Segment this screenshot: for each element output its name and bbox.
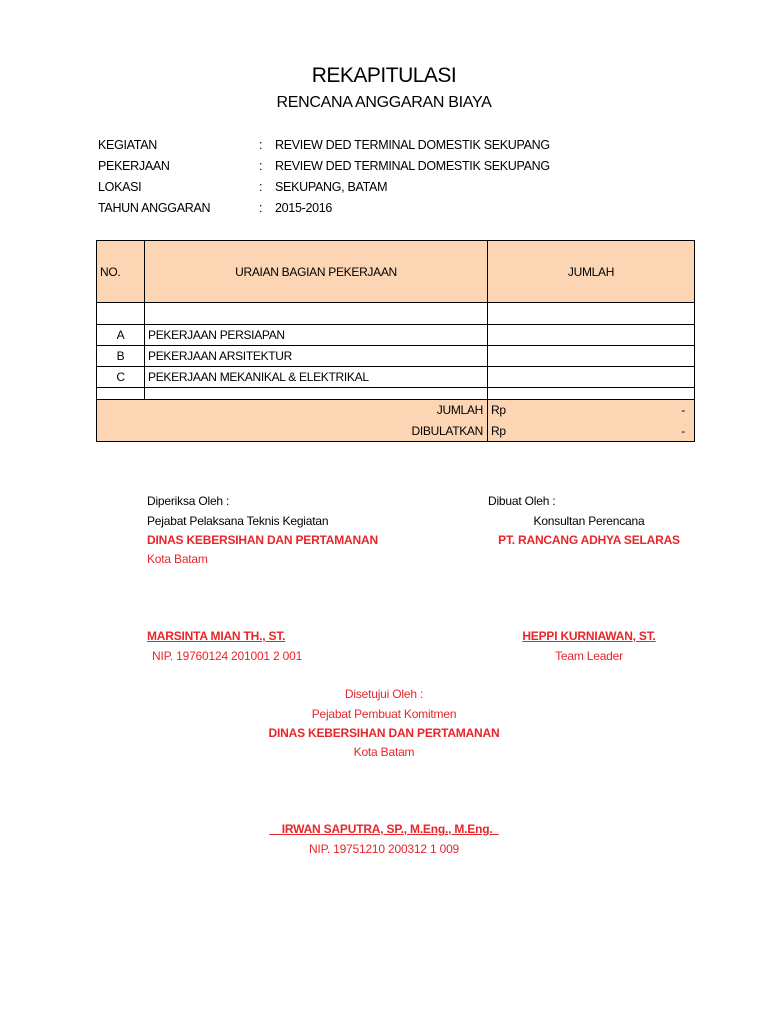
- info-value: 2015-2016: [275, 201, 333, 215]
- document-title: REKAPITULASI: [311, 64, 457, 87]
- info-row-pekerjaan: [0, 159, 768, 175]
- center-sign-heading: Disetujui Oleh :: [344, 687, 424, 701]
- right-sign-heading: Dibuat Oleh :: [488, 494, 556, 508]
- info-colon: :: [259, 180, 263, 194]
- total-row-dibulatkan: [97, 421, 695, 442]
- table-header-row: [97, 241, 695, 303]
- info-value: REVIEW DED TERMINAL DOMESTIK SEKUPANG: [275, 138, 550, 152]
- info-colon: :: [259, 138, 263, 152]
- row-no: B: [97, 346, 145, 367]
- empty-cell: [488, 303, 695, 325]
- document-subtitle: RENCANA ANGGARAN BIAYA: [276, 94, 492, 111]
- info-label: LOKASI: [98, 180, 142, 194]
- empty-cell: [145, 303, 488, 325]
- total-currency: Rp: [491, 423, 506, 438]
- table-spacer-row: [97, 303, 695, 325]
- total-currency: Rp: [491, 403, 506, 418]
- center-sign-role: Pejabat Pembuat Komitmen: [311, 707, 457, 721]
- header-jumlah: JUMLAH: [488, 241, 695, 303]
- info-colon: :: [259, 201, 263, 215]
- info-label: PEKERJAAN: [98, 159, 170, 173]
- table-row: [97, 346, 695, 367]
- total-value: -: [681, 423, 685, 438]
- total-value: -: [681, 403, 685, 418]
- table-spacer-row: [97, 388, 695, 400]
- total-amount-cell: [488, 400, 695, 421]
- row-jumlah: [488, 367, 695, 388]
- right-sign-name: HEPPI KURNIAWAN, ST.: [522, 629, 656, 643]
- info-value: SEKUPANG, BATAM: [275, 180, 388, 194]
- empty-cell: [97, 303, 145, 325]
- header-uraian: URAIAN BAGIAN PEKERJAAN: [145, 241, 488, 303]
- total-label: DIBULATKAN: [97, 421, 488, 442]
- left-sign-org: DINAS KEBERSIHAN DAN PERTAMANAN: [147, 533, 378, 547]
- info-row-kegiatan: [0, 138, 768, 154]
- empty-cell: [97, 388, 145, 400]
- empty-cell: [488, 388, 695, 400]
- left-sign-nip: NIP. 19760124 201001 2 001: [152, 649, 303, 663]
- total-row-jumlah: [97, 400, 695, 421]
- row-uraian: PEKERJAAN MEKANIKAL & ELEKTRIKAL: [145, 367, 488, 388]
- total-amount-cell: [488, 421, 695, 442]
- row-uraian: PEKERJAAN PERSIAPAN: [145, 325, 488, 346]
- row-jumlah: [488, 346, 695, 367]
- right-sign-org: PT. RANCANG ADHYA SELARAS: [498, 533, 680, 547]
- info-row-tahun-anggaran: [0, 201, 768, 217]
- row-no: C: [97, 367, 145, 388]
- header-no: NO.: [97, 241, 145, 303]
- center-sign-nip: NIP. 19751210 200312 1 009: [308, 842, 460, 856]
- info-colon: :: [259, 159, 263, 173]
- empty-cell: [145, 388, 488, 400]
- row-no: A: [97, 325, 145, 346]
- total-label: JUMLAH: [97, 400, 488, 421]
- left-sign-city: Kota Batam: [147, 552, 208, 566]
- info-row-lokasi: [0, 180, 768, 196]
- center-sign-org: DINAS KEBERSIHAN DAN PERTAMANAN: [268, 726, 500, 740]
- right-sign-role: Konsultan Perencana: [533, 514, 645, 528]
- left-sign-name: MARSINTA MIAN TH., ST.: [147, 629, 286, 643]
- info-label: TAHUN ANGGARAN: [98, 201, 211, 215]
- table-row: [97, 325, 695, 346]
- right-sign-title: Team Leader: [555, 649, 623, 663]
- info-label: KEGIATAN: [98, 138, 157, 152]
- row-uraian: PEKERJAAN ARSITEKTUR: [145, 346, 488, 367]
- row-jumlah: [488, 325, 695, 346]
- left-sign-role: Pejabat Pelaksana Teknis Kegiatan: [147, 514, 329, 528]
- cost-summary-table: [96, 240, 695, 442]
- table-row: [97, 367, 695, 388]
- center-sign-city: Kota Batam: [353, 745, 415, 759]
- info-value: REVIEW DED TERMINAL DOMESTIK SEKUPANG: [275, 159, 550, 173]
- center-sign-name: IRWAN SAPUTRA, SP., M.Eng., M.Eng.: [269, 822, 499, 836]
- left-sign-heading: Diperiksa Oleh :: [147, 494, 230, 508]
